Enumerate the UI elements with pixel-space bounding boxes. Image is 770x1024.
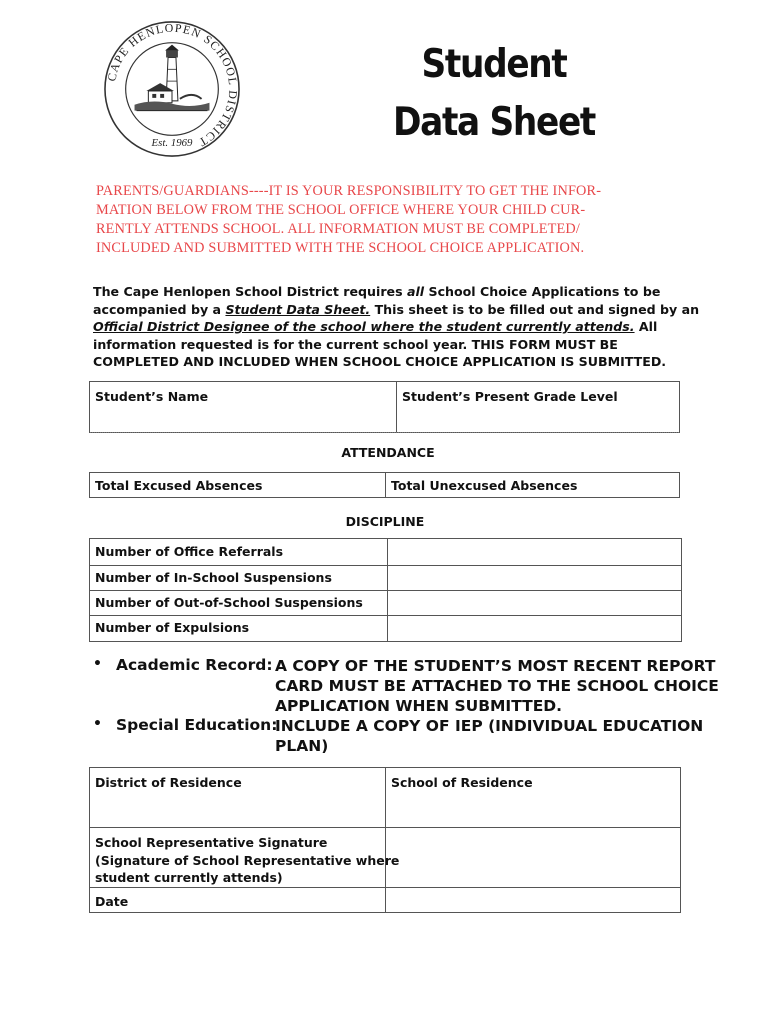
expulsions-row[interactable] [90,616,387,641]
intro-emphasis-student-data-sheet: Student Data Sheet. [225,301,371,317]
intro-text: COMPLETED AND INCLUDED WHEN SCHOOL CHOICE APPLICATION IS SUBMITTED. [93,354,667,369]
notice-line: INCLUDED AND SUBMITTED WITH THE SCHOOL CHOICE APPLICATION. [96,240,585,256]
signature-label-line: student currently attends) [95,870,283,885]
notice-line: PARENTS/GUARDIANS----IT IS YOUR RESPONSIBILITY TO GET THE INFOR- [96,183,602,199]
discipline-table [89,538,682,642]
notice-line: RENTLY ATTENDS SCHOOL. ALL INFORMATION MUST BE COMPLETED/ [96,221,580,237]
excused-absences-field[interactable] [90,474,385,498]
school-district-seal-logo [103,20,241,158]
intro-emphasis-all: all [406,284,425,299]
school-of-residence-label: School of Residence [391,775,533,790]
in-school-suspensions-row[interactable] [90,566,387,590]
student-name-label: Student’s Name [95,389,209,404]
district-of-residence-label: District of Residence [95,775,242,790]
bullet-icon: • [93,716,102,732]
academic-record-requirement [93,656,719,716]
intro-text: The Cape Henlopen School District requires [93,284,407,299]
signature-value-field[interactable] [386,828,680,887]
student-grade-level-label: Student’s Present Grade Level [402,389,618,404]
discipline-heading: DISCIPLINE [345,514,425,529]
requirement-line: PLAN) [275,737,329,755]
page-title-line-2: Data Sheet [392,100,596,145]
notice-line: MATION BELOW FROM THE SCHOOL OFFICE WHERE YOUR CHILD CUR- [96,202,586,218]
intro-paragraph [93,283,700,371]
seal-ring-text: CAPE HENLOPEN SCHOOL DISTRICT [104,20,241,151]
special-education-label: Special Education: [116,716,278,734]
unexcused-absences-field[interactable] [386,474,679,498]
requirement-line: A COPY OF THE STUDENT’S MOST RECENT REPORT [275,657,716,675]
excused-absences-label: Total Excused Absences [95,478,263,493]
parent-guardian-notice [96,182,676,258]
requirement-line: APPLICATION WHEN SUBMITTED. [275,697,563,715]
signature-label-line: School Representative Signature [95,835,328,850]
intro-text: information requested is for the current school year. THIS FORM MUST BE [93,336,618,352]
attendance-heading: ATTENDANCE [341,445,435,460]
discipline-row-label: Number of Office Referrals [95,544,284,559]
requirement-line: INCLUDE A COPY OF IEP (INDIVIDUAL EDUCATION [275,717,704,735]
date-value-field[interactable] [386,888,680,912]
special-education-requirement [93,716,704,756]
student-name-field[interactable] [90,385,396,431]
lighthouse-icon [135,45,210,111]
bullet-icon: • [93,656,102,672]
intro-text: All [634,319,658,334]
date-label: Date [95,894,129,909]
student-info-table [89,381,680,433]
svg-text:Est. 1969 [151,137,193,149]
intro-text: This sheet is to be filled out and signed by an [370,301,700,317]
discipline-row-label: Number of Expulsions [95,620,250,635]
school-of-residence-field[interactable] [386,771,680,826]
district-of-residence-field[interactable] [90,771,385,826]
school-representative-signature-field[interactable] [90,830,400,886]
special-education-text [275,716,704,756]
student-grade-level-field[interactable] [397,385,679,431]
out-of-school-suspensions-row[interactable] [90,591,387,615]
discipline-row-label: Number of In-School Suspensions [95,570,332,585]
attendance-table [89,472,680,498]
seal-established-text: Est. 1969 [151,137,193,150]
page-title-line-1: Student [421,42,567,87]
unexcused-absences-label: Total Unexcused Absences [391,478,578,493]
intro-text: accompanied by a [93,301,226,317]
requirement-line: CARD MUST BE ATTACHED TO THE SCHOOL CHOICE [275,677,719,695]
academic-record-label: Academic Record: [116,656,273,674]
academic-record-text [275,656,719,716]
date-field[interactable] [90,890,385,912]
intro-emphasis-official-designee: Official District Designee of the school where the student currently attends. [93,319,635,334]
signature-label-line: (Signature of School Representative where [95,852,400,868]
discipline-row-label: Number of Out-of-School Suspensions [95,595,363,610]
residence-signature-table [89,767,681,913]
intro-text: School Choice Applications to be [424,284,661,299]
office-referrals-row[interactable] [90,540,387,565]
